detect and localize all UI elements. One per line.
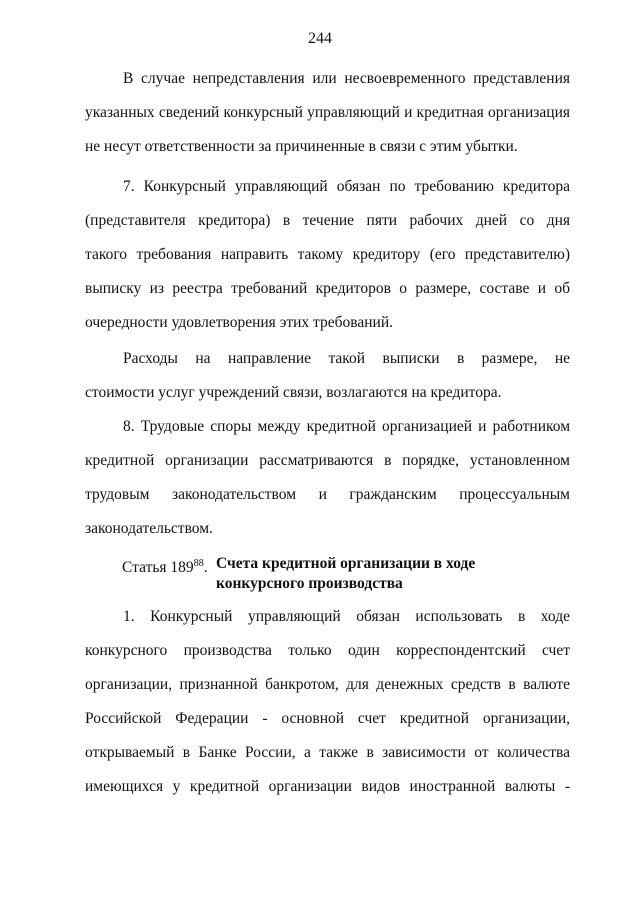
paragraph-clause-1 — [85, 600, 570, 804]
page-number: 244 — [308, 30, 332, 47]
text-line: выписку из реестра требований кредиторов о размере, составе и об — [85, 280, 570, 297]
text-line: очередности удовлетворения этих требований. — [85, 314, 394, 331]
text-line: имеющихся у кредитной организации видов иностранной валюты - — [85, 778, 570, 795]
paragraph-expenses — [85, 342, 570, 410]
text-line: 1. Конкурсный управляющий обязан использовать в ходе — [123, 608, 570, 625]
text-line: 8. Трудовые споры между кредитной организацией и работником — [123, 418, 570, 435]
article-number — [122, 552, 208, 580]
text-line: В случае непредставления или несвоевременного представления — [123, 70, 570, 87]
text-line: организации, признанной банкротом, для денежных средств в валюте — [85, 676, 570, 693]
paragraph-clause-7 — [85, 170, 570, 340]
text-line: трудовым законодательством и гражданским процессуальным — [85, 486, 570, 503]
article-label-text: Статья 189 — [122, 559, 194, 576]
text-line: Расходы на направление такой выписки в размере, не — [123, 350, 570, 367]
text-line: стоимости услуг учреждений связи, возлагаются на кредитора. — [85, 384, 502, 401]
text-line: Российской Федерации - основной счет кредитной организации, — [85, 710, 570, 727]
article-title: Счета кредитной организации в ходе конкурсного производства — [216, 555, 476, 592]
text-line: открываемый в Банке России, а также в зависимости от количества — [85, 744, 570, 761]
text-line: (представителя кредитора) в течение пяти рабочих дней со дня — [85, 212, 570, 229]
paragraph-missing-info — [85, 62, 570, 164]
text-line: 7. Конкурсный управляющий обязан по требованию кредитора — [123, 178, 570, 195]
article-label-suffix: . — [203, 559, 208, 576]
text-line: законодательством. — [85, 520, 213, 537]
text-line: не несут ответственности за причиненные в связи с этим убытки. — [85, 138, 518, 155]
paragraph-clause-8 — [85, 410, 570, 546]
text-line: такого требования направить такому кредитору (его представителю) — [85, 246, 570, 263]
text-line: конкурсного производства только один корреспондентский счет — [85, 642, 570, 659]
article-label-sup: 88 — [193, 558, 204, 569]
text-line: кредитной организации рассматриваются в порядке, установленном — [85, 452, 570, 469]
text-line: указанных сведений конкурсный управляющий и кредитная организация — [85, 104, 570, 121]
